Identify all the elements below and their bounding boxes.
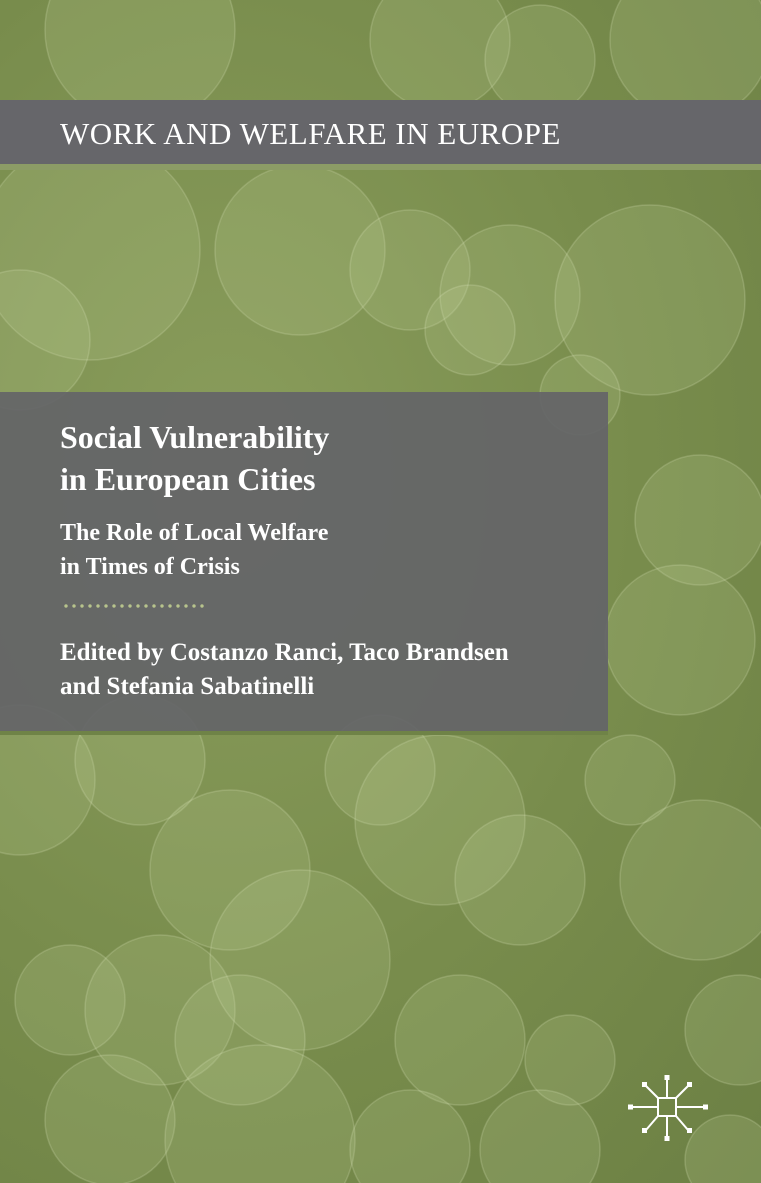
book-title-line2: in European Cities: [60, 461, 316, 497]
series-title: WORK AND WELFARE IN EUROPE: [60, 116, 561, 151]
editors-line1: Edited by Costanzo Ranci, Taco Brandsen: [60, 639, 509, 666]
book-subtitle-line1: The Role of Local Welfare: [60, 520, 329, 546]
publisher-logo-icon: [626, 1074, 710, 1142]
book-title: [60, 416, 580, 500]
series-band: [0, 100, 761, 170]
editors: [60, 636, 600, 704]
book-title-line1: Social Vulnerability: [60, 419, 330, 455]
title-panel: [0, 392, 608, 735]
editors-line2: and Stefania Sabatinelli: [60, 673, 315, 700]
book-subtitle-line2: in Times of Crisis: [60, 554, 240, 580]
book-subtitle: [60, 516, 580, 584]
dotted-divider: [62, 603, 206, 609]
